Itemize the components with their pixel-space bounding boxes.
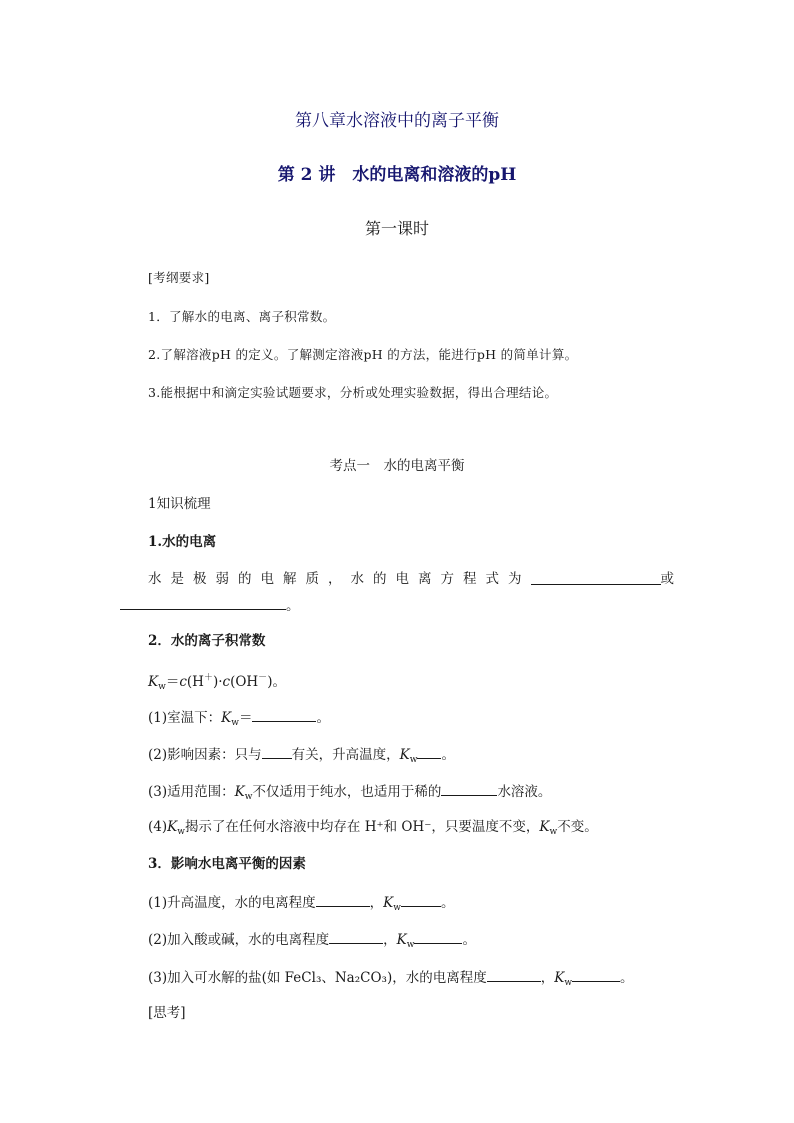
requirement-item: 1．了解水的电离、离子积常数。: [148, 309, 336, 324]
item-text: 水溶液。: [497, 784, 552, 800]
item-text: ＝: [238, 710, 253, 726]
think-heading: [思考]: [148, 1005, 186, 1021]
item-text: ，: [540, 970, 555, 986]
item-text: 有关，升高温度，: [291, 747, 400, 763]
answer-blank[interactable]: [316, 891, 370, 907]
or-text: 或: [660, 571, 674, 587]
section-heading: 2．水的离子积常数: [148, 633, 266, 649]
question-text: 水是极弱的电解质，水的电离方程式为: [148, 571, 531, 587]
answer-blank[interactable]: [487, 966, 541, 982]
item-text: ，: [383, 932, 397, 948]
kw-room-temp: (1)室温下：$K_w=$ 。: [148, 706, 330, 733]
answer-blank[interactable]: [417, 743, 441, 759]
item-text: (3)适用范围：: [148, 784, 235, 800]
item-text: 不变。: [557, 819, 598, 835]
item-text: (4): [148, 819, 168, 835]
section-heading: 3．影响水电离平衡的因素: [148, 856, 306, 872]
answer-blank[interactable]: [329, 928, 383, 944]
item-text: (2)影响因素：只与: [148, 747, 262, 763]
ionization-question: [148, 569, 674, 589]
topic-title: 考点一 水的电离平衡: [329, 458, 465, 474]
factor-acid-base: (2)加入酸或碱，水的电离程度 ，$K_w$ 。: [148, 928, 476, 955]
knowledge-label: 1知识梳理: [148, 496, 211, 512]
item-text: 。: [316, 710, 330, 726]
answer-blank[interactable]: [120, 594, 286, 610]
kw-reveal: $(4)K_w$揭示了在任何水溶液中均存在 H⁺和 OH⁻，只要温度不变，$K_w$不变。: [148, 819, 598, 837]
item-text: 。: [441, 747, 455, 763]
factor-salt: (3)加入可水解的盐(如 FeCl₃、Na₂CO₃)，水的电离程度 ，$K_w$ 。: [148, 966, 634, 993]
section-heading: 1.水的电离: [148, 534, 217, 550]
item-text: (2)加入酸或碱，水的电离程度: [148, 932, 330, 948]
kw-factors: (2)影响因素：只与 有关，升高温度，$K_w$ 。: [148, 743, 455, 770]
item-text: 不仅适用于纯水，也适用于稀的: [252, 784, 442, 800]
item-text: (3)加入可水解的盐(如 FeCl₃、Na₂CO₃)，水的电离程度: [148, 970, 487, 986]
item-text: 。: [462, 932, 476, 948]
session-title: 第一课时: [364, 219, 429, 238]
kw-scope: (3)适用范围：$K_w$不仅适用于纯水，也适用于稀的 水溶液。: [148, 780, 551, 807]
kw-definition: $K_w=c(H^+)\cdot c(OH^-)$。: [148, 673, 286, 692]
item-text: 。: [620, 970, 634, 986]
item-text: 揭示了在任何水溶液中均存在 H⁺和 OH⁻，只要温度不变，: [184, 819, 540, 835]
period-text: 。: [286, 598, 300, 614]
requirements-heading: [考纲要求]: [148, 270, 210, 285]
answer-blank[interactable]: [262, 743, 292, 759]
ionization-question-cont: [120, 594, 300, 616]
factor-temperature: (1)升高温度，水的电离程度 ，$K_w$ 。: [148, 891, 454, 918]
item-text: (1)升高温度，水的电离程度: [148, 895, 316, 911]
item-text: ，: [369, 895, 384, 911]
item-text: (1)室温下：: [148, 710, 222, 726]
answer-blank[interactable]: [572, 966, 620, 982]
lecture-title: 第 2 讲 水的电离和溶液的pH: [277, 165, 517, 185]
answer-blank[interactable]: [441, 780, 497, 796]
chapter-title: 第八章水溶液中的离子平衡: [295, 111, 499, 131]
requirement-item: 2.了解溶液pH 的定义。了解测定溶液pH 的方法，能进行pH 的简单计算。: [148, 347, 578, 362]
answer-blank[interactable]: [401, 891, 441, 907]
answer-blank[interactable]: [531, 569, 661, 585]
answer-blank[interactable]: [252, 706, 316, 722]
item-text: 。: [440, 895, 455, 911]
requirement-item: 3.能根据中和滴定实验试题要求，分析或处理实验数据，得出合理结论。: [148, 385, 558, 400]
answer-blank[interactable]: [414, 928, 462, 944]
